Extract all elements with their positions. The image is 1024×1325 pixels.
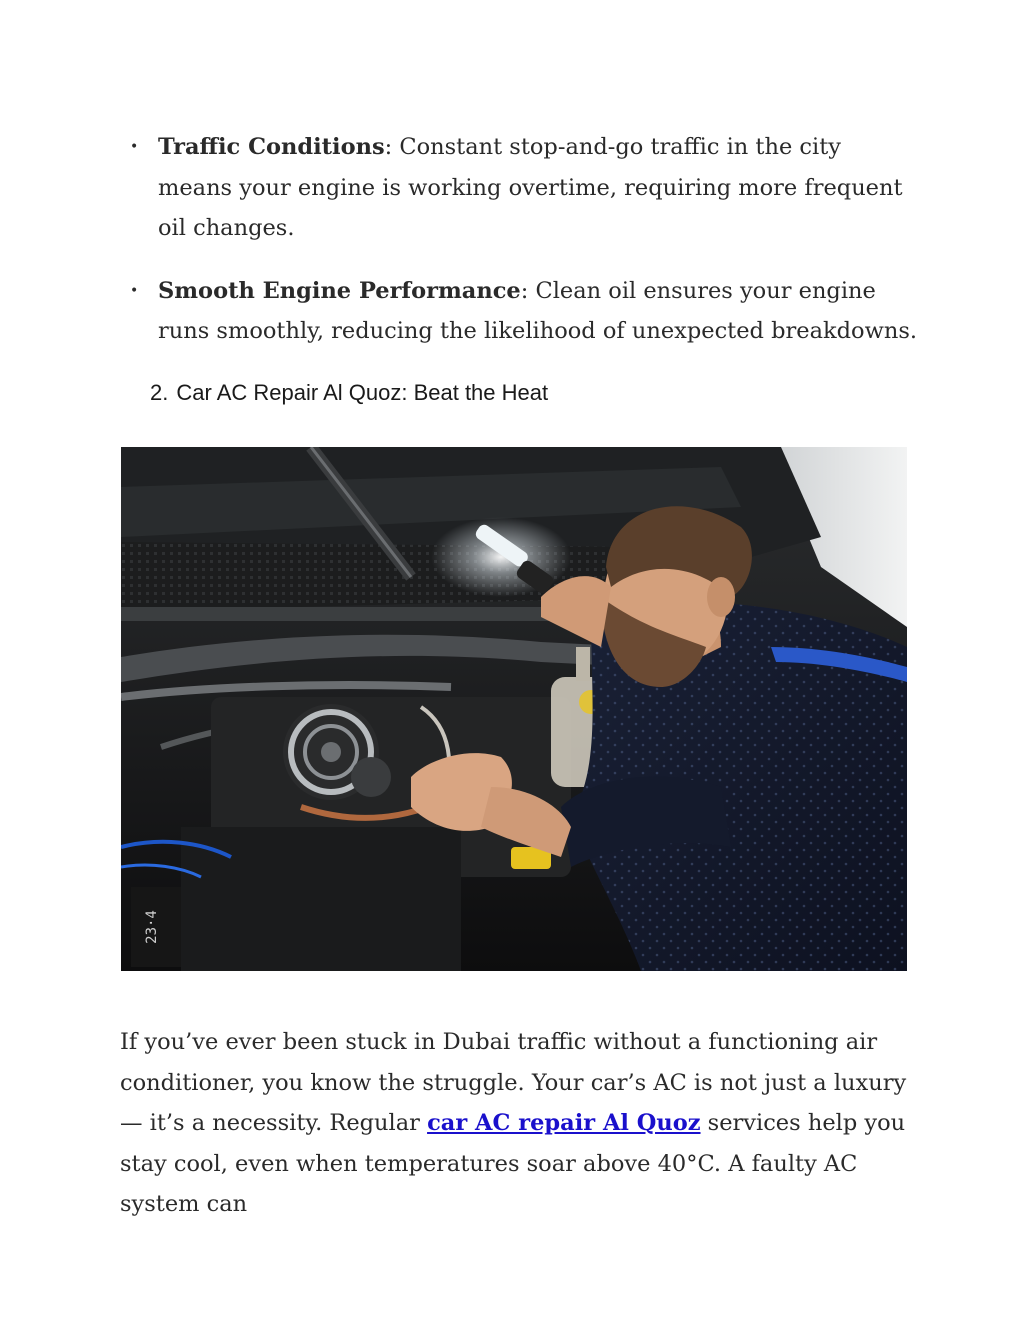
bullet-item-smooth-engine-performance — [120, 271, 920, 352]
bullet-text: : Constant stop-and-go traffic in the city means your engine is working overtime, requiring more frequent oil changes. — [158, 134, 903, 241]
bullet-title: Traffic Conditions — [158, 134, 385, 160]
paragraph-text-after-link: services help you stay cool, even when temperatures soar above 40°C. A faulty AC system can — [120, 1110, 906, 1217]
bullet-dot-icon: • — [130, 139, 139, 155]
bullet-list — [120, 127, 920, 374]
section-title: Car AC Repair Al Quoz: Beat the Heat — [176, 380, 549, 405]
bullet-title: Smooth Engine Performance — [158, 277, 521, 304]
section-heading — [150, 380, 548, 406]
car-ac-repair-link[interactable]: car AC repair Al Quoz — [427, 1110, 701, 1136]
mechanic-engine-photo — [121, 447, 907, 971]
photo-illustration — [121, 447, 907, 971]
bullet-text: : Clean oil ensures your engine runs smoothly, reducing the likelihood of unexpected breakdowns. — [158, 277, 918, 344]
section-number: 2. — [150, 380, 169, 405]
paragraph-text-before-link: If you’ve ever been stuck in Dubai traffic without a functioning air conditioner, you know the struggle. Your car’s AC is not just a luxury — it’s a necessity. Regular — [120, 1029, 907, 1136]
bullet-item-traffic-conditions — [120, 127, 920, 249]
engine-stamp-label: 23·4 — [144, 910, 160, 944]
body-paragraph — [120, 1022, 920, 1225]
bullet-dot-icon: • — [130, 282, 139, 299]
